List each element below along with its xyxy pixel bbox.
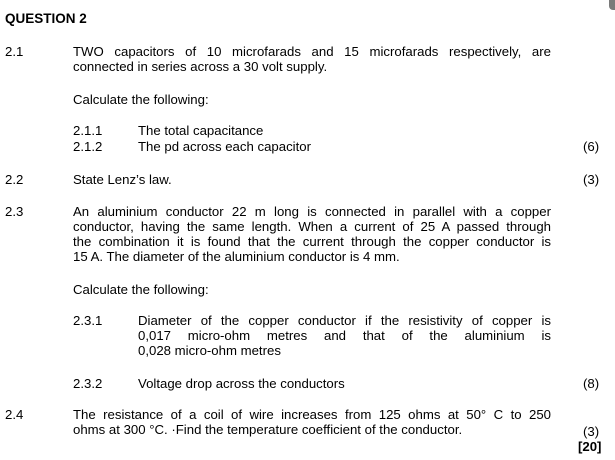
total-marks: [20] [578,439,602,454]
q2-3-1-number: 2.3.1 [73,313,103,328]
q2-1-line-1: TWO capacitors of 10 microfarads and 15 microfarads respectively, are [73,44,551,59]
q2-1-1-text: The total capacitance [138,123,264,138]
q2-2-number: 2.2 [5,172,24,187]
q2-1-number: 2.1 [5,44,24,59]
q2-3-1-line-3: 0,028 micro-ohm metres [138,343,281,358]
q2-3-number: 2.3 [5,204,24,219]
question-heading: QUESTION 2 [5,11,87,26]
q2-1-marks: (6) [583,139,600,154]
q2-3-calculate: Calculate the following: [73,282,209,297]
q2-1-2-number: 2.1.2 [73,139,103,154]
q2-2-marks: (3) [583,172,600,187]
q2-3-1-line-1: Diameter of the copper conductor if the resistivity of copper is [138,313,551,328]
q2-4-number: 2.4 [5,407,24,422]
corner-mark [609,0,615,10]
q2-3-line-2: conductor, having the same length. When a current of 25 A passed through [73,219,551,234]
q2-3-line-1: An aluminium conductor 22 m long is connected in parallel with a copper [73,204,551,219]
q2-3-1-line-2: 0,017 micro-ohm metres and that of the aluminium is [138,328,551,343]
q2-1-1-number: 2.1.1 [73,123,103,138]
q2-2-text: State Lenz’s law. [73,172,172,187]
q2-4-marks: (3) [583,424,600,439]
q2-3-2-number: 2.3.2 [73,376,103,391]
q2-3-2-text: Voltage drop across the conductors [138,376,345,391]
q2-1-line-2: connected in series across a 30 volt supply. [73,59,328,74]
q2-3-marks: (8) [583,376,600,391]
q2-4-line-2: ohms at 300 °C. ·Find the temperature coefficient of the conductor. [73,422,463,437]
q2-1-calculate: Calculate the following: [73,92,209,107]
q2-1-2-text: The pd across each capacitor [138,139,311,154]
q2-4-line-1: The resistance of a coil of wire increases from 125 ohms at 50° C to 250 [73,407,551,422]
q2-3-line-4: 15 A. The diameter of the aluminium conductor is 4 mm. [73,249,400,264]
q2-3-line-3: the combination it is found that the current through the copper conductor is [73,234,551,249]
